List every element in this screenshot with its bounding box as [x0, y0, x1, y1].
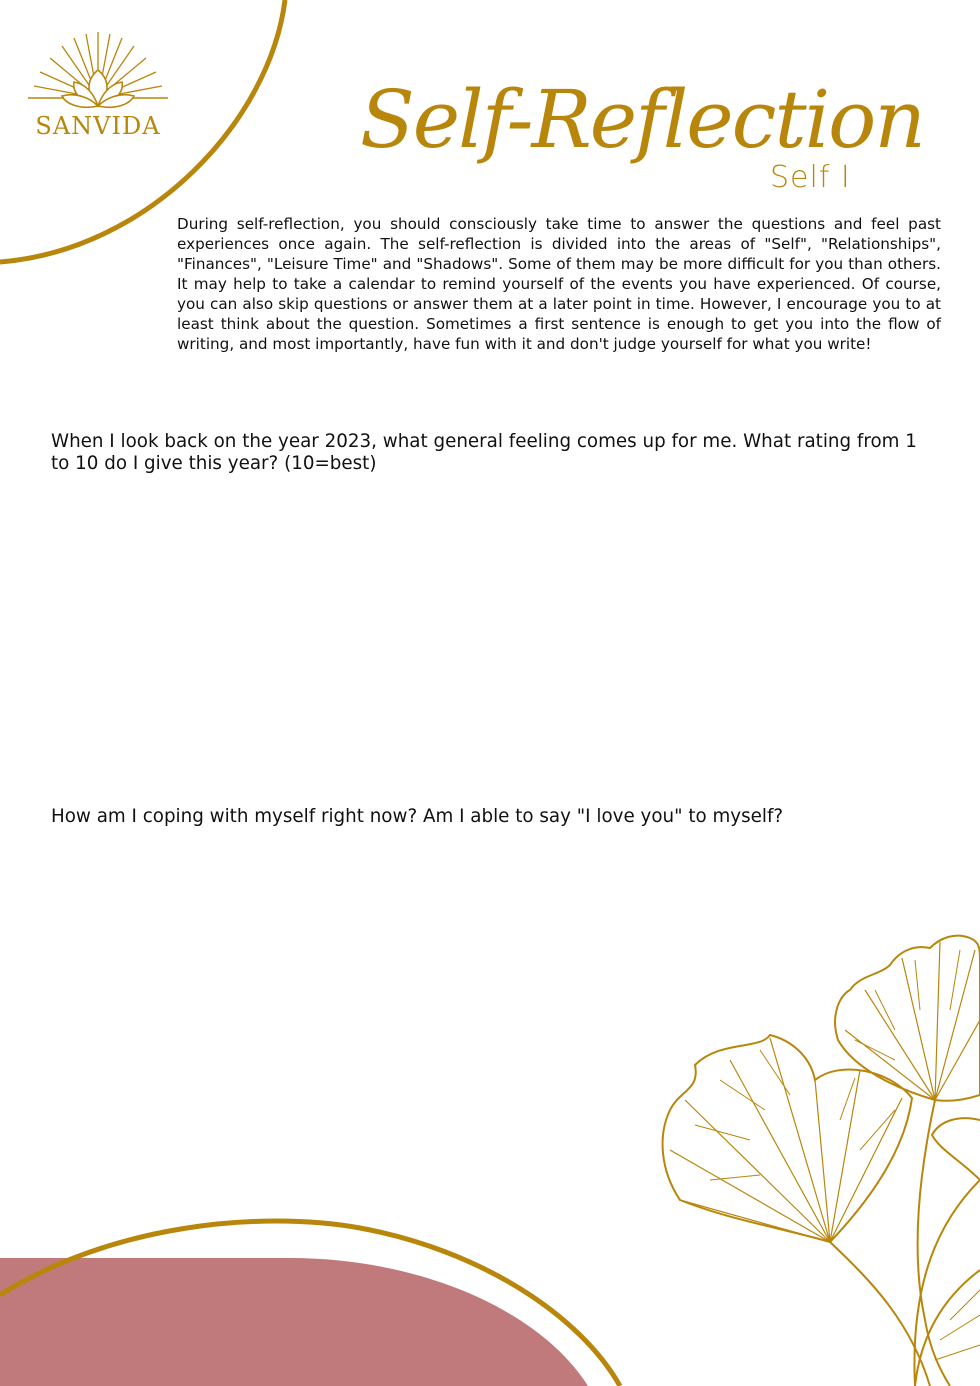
question-2: How am I coping with myself right now? Am I able to say "I love you" to myself? — [51, 806, 784, 827]
lotus-sunburst-icon — [28, 28, 168, 118]
intro-paragraph: During self-reflection, you should consciously take time to answer the questions and feel past experiences once again. The self-reflection is divided into the areas of "Self", "Relationships", "Finances", "Leisure Time" and "Shadows". Some of them may be more difficult for you than others. It may help to take a calendar to remind yourself of the events you have experienced. Of course, you can also skip questions or answer them at a later point in time. However, I encourage you to at least think about the question. Sometimes a first sentence is enough to get you into the flow of writing, and most importantly, have fun with it and don't judge yourself for what you write! — [177, 215, 941, 353]
page-subtitle: Self I — [770, 160, 851, 195]
bottom-decor-shape — [0, 1200, 640, 1386]
page-title: Self-Reflection — [360, 73, 924, 166]
answer-area-1[interactable] — [51, 490, 931, 780]
ginkgo-leaf-icon — [640, 920, 980, 1386]
brand-name: SANVIDA — [35, 112, 161, 140]
question-1: When I look back on the year 2023, what general feeling comes up for me. What rating from 1 to 10 do I give this year? (10=best) — [51, 431, 917, 474]
answer-area-2[interactable] — [51, 840, 651, 1140]
